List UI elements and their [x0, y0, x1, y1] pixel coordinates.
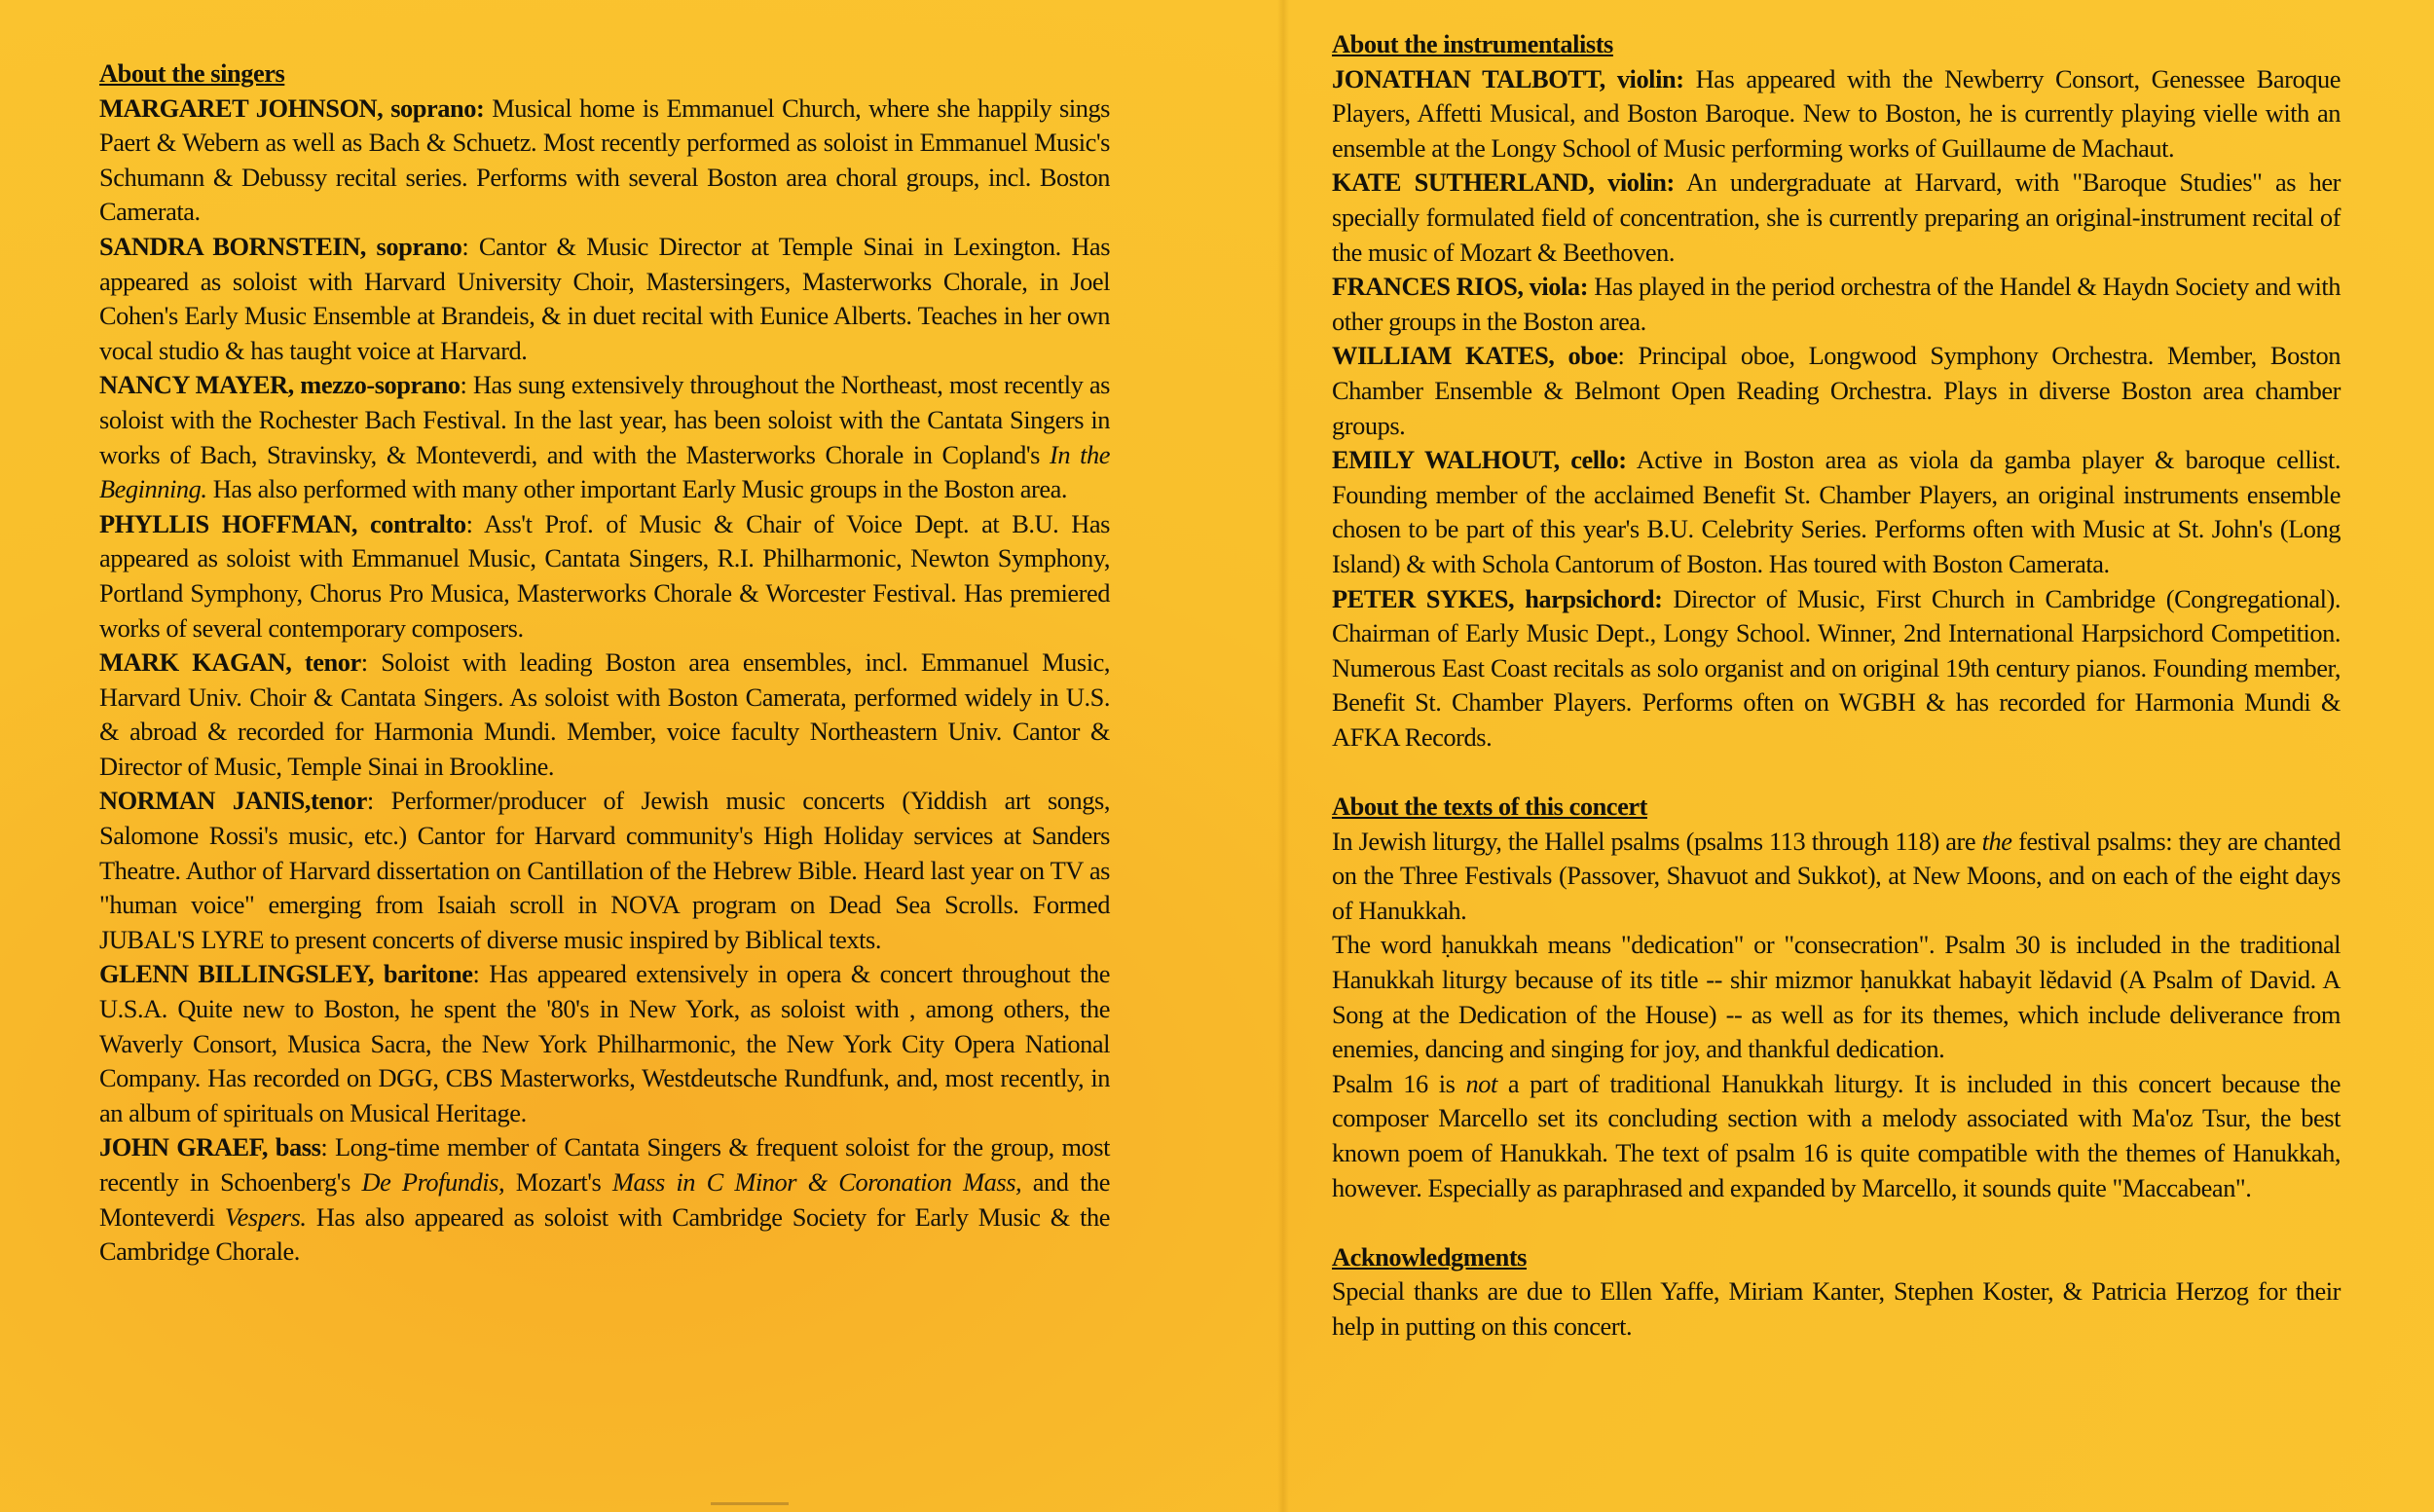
singer-entry: PHYLLIS HOFFMAN, contralto: Ass't Prof. of Music & Chair of Voice Dept. at B.U. Has appeared as soloist with Emmanuel Music, Cantata Singers, R.I. Philharmonic, Newton Symphony, Portland Symphony, Chorus Pro Musica, Masterworks Chorale & Worcester Festival. Has premiered works of several contemporary composers.	[99, 508, 1111, 643]
instrumentalist-name: JONATHAN TALBOTT, violin	[1332, 63, 1677, 93]
texts-paragraph	[1332, 1067, 2341, 1205]
instrumentalist-bio: Active in Boston area as viola da gamba player & baroque cellist. Founding member of the acclaimed Benefit St. Chamber Players, an original instruments ensemble chosen to be part of this year's B.U. Celebrity Series. Performs often with Music at St. John's (Long Island) & with Schola Cantorum of Boston. Has toured with Boston Camerata.	[1332, 445, 2341, 578]
instrumentalist-name: FRANCES RIOS, viola	[1332, 272, 1580, 302]
singers-column	[99, 56, 1110, 1270]
singer-bio: Soloist with leading Boston area ensembles, incl. Emmanuel Music, Harvard Univ. Choir & Cantata Singers. As soloist with Boston Camerata, performed widely in U.S. & abroad & recorded for Harmonia Mundi. Member, voice faculty Northeastern Univ. Cantor & Director of Music, Temple Sinai in Brookline.	[99, 647, 1111, 781]
singer-bio: Ass't Prof. of Music & Chair of Voice Dept. at B.U. Has appeared as soloist with Emmanuel Music, Cantata Singers, R.I. Philharmonic, Newton Symphony, Portland Symphony, Chorus Pro Musica, Masterworks Chorale & Worcester Festival. Has premiered works of several contemporary composers.	[99, 508, 1111, 643]
instrumentalist-entry: KATE SUTHERLAND, violin: An undergraduate at Harvard, with "Baroque Studies" as her specially formulated field of concentration, she is currently preparing an original-instrument recital of the music of Mozart & Beethoven.	[1332, 167, 2341, 267]
texts-text: a part of traditional Hanukkah liturgy. It is included in this concert because the composer Marcello set its concluding section with a melody associated with Ma'oz Tsur, the best known poem of Hanukkah. The text of psalm 16 is quite compatible with the themes of Hanukkah, however. Especially as paraphrased and expanded by Marcello, it sounds quite "Maccabean".	[1332, 1068, 2341, 1202]
singer-bio: Cantor & Music Director at Temple Sinai in Lexington. Has appeared as soloist with Harvard University Choir, Mastersingers, Masterworks Chorale, in Joel Cohen's Early Music Ensemble at Brandeis, & in duet recital with Eunice Alberts. Teaches in her own vocal studio & has taught voice at Harvard.	[99, 231, 1111, 365]
singer-name: MARK KAGAN, tenor	[99, 647, 361, 678]
work-title: Vespers.	[224, 1201, 307, 1232]
instrumentalist-bio: Has appeared with the Newberry Consort, Genessee Baroque Players, Affetti Musical, and Boston Baroque. New to Boston, he is currently playing vielle with an ensemble at the Longy School of Music performing works of Guillaume de Machaut.	[1332, 63, 2341, 163]
instrumentalist-bio: An undergraduate at Harvard, with "Baroque Studies" as her specially formulated field of concentration, she is currently preparing an original-instrument recital of the music of Mozart & Beethoven.	[1332, 167, 2341, 267]
instrumentalist-name: KATE SUTHERLAND, violin	[1332, 167, 1667, 198]
singer-bio: Mozart's	[515, 1167, 602, 1197]
acknowledgments-text: Special thanks are due to Ellen Yaffe, Miriam Kanter, Stephen Koster, & Patricia Herzog for their help in putting on this concert.	[1332, 1276, 2341, 1341]
singer-entry: GLENN BILLINGSLEY, baritone: Has appeared extensively in opera & concert throughout the U.S.A. Quite new to Boston, he spent the '80's in New York, as soloist with , among others, the Waverly Consort, Musica Sacra, the New York Philharmonic, the New York City Opera National Company. Has recorded on DGG, CBS Masterworks, Westdeutsche Rundfunk, and, most recently, in an album of spirituals on Musical Heritage.	[99, 959, 1110, 1127]
instrumentalist-entry: FRANCES RIOS, viola: Has played in the period orchestra of the Handel & Haydn Society and with other groups in the Boston area.	[1332, 272, 2341, 336]
texts-paragraph	[1332, 928, 2341, 1066]
singer-bio: Has sung extensively throughout the Northeast, most recently as soloist with the Rochester Bach Festival. In the last year, has been soloist with the Cantata Singers in works of Bach, Stravinsky, & Monteverdi, and with the Masterworks Chorale in Copland's	[99, 370, 1111, 469]
singer-entry: MARGARET JOHNSON, soprano: Musical home is Emmanuel Church, where she happily sings Paert & Webern as well as Bach & Schuetz. Most recently performed as soloist in Emmanuel Music's Schumann & Debussy recital series. Performs with several Boston area choral groups, incl. Boston Camerata.	[99, 92, 1111, 227]
texts-heading: About the texts of this concert	[1332, 792, 1647, 822]
work-title: In the Beginning.	[99, 439, 1111, 504]
singer-name: JOHN GRAEF, bass	[99, 1132, 321, 1162]
singer-name: GLENN BILLINGSLEY, baritone	[99, 959, 473, 989]
singer-name: PHYLLIS HOFFMAN, contralto	[99, 508, 466, 538]
singer-entry: NORMAN JANIS,tenor: Performer/producer of Jewish music concerts (Yiddish art songs, Salomone Rossi's music, etc.) Cantor for Harvard community's High Holiday services at Sanders Theatre. Author of Harvard dissertation on Cantillation of the Hebrew Bible. Heard last year on TV as "human voice" emerging from Isaiah scroll in NOVA program on Dead Sea Scrolls. Formed JUBAL'S LYRE to present concerts of diverse music inspired by Biblical texts.	[99, 786, 1111, 954]
singer-bio: Performer/producer of Jewish music concerts (Yiddish art songs, Salomone Rossi's music, etc.) Cantor for Harvard community's High Holiday services at Sanders Theatre. Author of Harvard dissertation on Cantillation of the Hebrew Bible. Heard last year on TV as "human voice" emerging from Isaiah scroll in NOVA program on Dead Sea Scrolls. Formed JUBAL'S LYRE to present concerts of diverse music inspired by Biblical texts.	[99, 786, 1111, 954]
singer-name: NANCY MAYER, mezzo-soprano	[99, 370, 461, 400]
singer-name: SANDRA BORNSTEIN, soprano	[99, 231, 462, 261]
texts-text: festival psalms: they are chanted on the Three Festivals (Passover, Shavuot and Sukkot), at New Moons, and on each of the eight days of Hanukkah.	[1332, 826, 2342, 925]
instrumentalist-bio: Has played in the period orchestra of the Handel & Haydn Society and with other groups in the Boston area.	[1332, 272, 2341, 336]
singer-entry: SANDRA BORNSTEIN, soprano: Cantor & Music Director at Temple Sinai in Lexington. Has appeared as soloist with Harvard University Choir, Mastersingers, Masterworks Chorale, in Joel Cohen's Early Music Ensemble at Brandeis, & in duet recital with Eunice Alberts. Teaches in her own vocal studio & has taught voice at Harvard.	[99, 231, 1111, 365]
texts-paragraph	[1332, 825, 2341, 929]
instrumentalist-entry: PETER SYKES, harpsichord: Director of Music, First Church in Cambridge (Congregational). Chairman of Early Music Dept., Longy School. Winner, 2nd International Harpsichord Competition. Numerous East Coast recitals as solo organist and on original 19th century pianos. Founding member, Benefit St. Chamber Players. Performs often on WGBH & has recorded for Harmonia Mundi & AFKA Records.	[1332, 583, 2341, 752]
instrumentalist-bio: Director of Music, First Church in Cambridge (Congregational). Chairman of Early Music Dept., Longy School. Winner, 2nd International Harpsichord Competition. Numerous East Coast recitals as solo organist and on original 19th century pianos. Founding member, Benefit St. Chamber Players. Performs often on WGBH & has recorded for Harmonia Mundi & AFKA Records.	[1332, 583, 2341, 752]
singer-name: MARGARET JOHNSON, soprano	[99, 92, 476, 123]
section-gap	[1332, 1205, 2341, 1240]
instrumentalists-heading: About the instrumentalists	[1332, 29, 1613, 58]
texts-text: The word ḥanukkah means "dedication" or "consecration". Psalm 30 is included in the traditional Hanukkah liturgy because of its title -- shir mizmor ḥanukkat habayit lĕdavid (A Psalm of David. A Song at the Dedication of the House) -- as well as for its themes, which include deliverance from enemies, dancing and singing for joy, and thankful dedication.	[1332, 930, 2341, 1064]
singer-bio: and the Monteverdi	[99, 1167, 1110, 1232]
section-gap	[1332, 755, 2341, 790]
singer-name: NORMAN JANIS,tenor	[99, 786, 367, 816]
instrumentalist-entry: WILLIAM KATES, oboe: Principal oboe, Longwood Symphony Orchestra. Member, Boston Chamber Ensemble & Belmont Open Reading Orchestra. Plays in diverse Boston area chamber groups.	[1332, 341, 2342, 440]
instrumentalist-entry: EMILY WALHOUT, cello: Active in Boston area as viola da gamba player & baroque cellist. Founding member of the acclaimed Benefit St. Chamber Players, an original instruments ensemble chosen to be part of this year's B.U. Celebrity Series. Performs often with Music at St. John's (Long Island) & with Schola Cantorum of Boston. Has toured with Boston Camerata.	[1332, 445, 2341, 578]
acknowledgments-heading: Acknowledgments	[1332, 1241, 1527, 1272]
singer-entry: JOHN GRAEF, bass: Long-time member of Cantata Singers & frequent soloist for the group, most recently in Schoenberg's De Profundis, Mozart's Mass in C Minor & Coronation Mass, and the Monteverdi Vespers. Has also appeared as soloist with Cambridge Society for Early Music & the Cambridge Chorale.	[99, 1132, 1111, 1267]
instrumentalist-bio: Principal oboe, Longwood Symphony Orchestra. Member, Boston Chamber Ensemble & Belmont Open Reading Orchestra. Plays in diverse Boston area chamber groups.	[1332, 341, 2342, 440]
work-title: Mass in C Minor & Coronation Mass,	[611, 1167, 1022, 1197]
instrumentalist-entry: JONATHAN TALBOTT, violin: Has appeared with the Newberry Consort, Genessee Baroque Players, Affetti Musical, and Boston Baroque. New to Boston, he is currently playing vielle with an ensemble at the Longy School of Music performing works of Guillaume de Machaut.	[1332, 63, 2341, 163]
texts-text: In Jewish liturgy, the Hallel psalms (psalms 113 through 118) are	[1332, 826, 1976, 856]
singer-entry: NANCY MAYER, mezzo-soprano: Has sung extensively throughout the Northeast, most recently as soloist with the Rochester Bach Festival. In the last year, has been soloist with the Cantata Singers in works of Bach, Stravinsky, & Monteverdi, and with the Masterworks Chorale in Copland's In the Beginning. Has also performed with many other important Early Music groups in the Boston area.	[99, 370, 1111, 504]
emphasis-text: the	[1981, 826, 2012, 856]
instrumentalist-name: EMILY WALHOUT, cello	[1332, 445, 1619, 475]
instrumentalist-name: WILLIAM KATES, oboe	[1332, 341, 1618, 371]
emphasis-text: not	[1465, 1068, 1497, 1098]
work-title: De Profundis,	[361, 1167, 505, 1197]
singer-bio: Has appeared extensively in opera & concert throughout the U.S.A. Quite new to Boston, he spent the '80's in New York, as soloist with , among others, the Waverly Consort, Musica Sacra, the New York Philharmonic, the New York City Opera National Company. Has recorded on DGG, CBS Masterworks, Westdeutsche Rundfunk, and, most recently, in an album of spirituals on Musical Heritage.	[99, 959, 1110, 1127]
instrumentalist-name: PETER SYKES, harpsichord	[1332, 583, 1655, 613]
singer-bio: Long-time member of Cantata Singers & frequent soloist for the group, most recently in Schoenberg's	[99, 1132, 1111, 1197]
scan-mark	[711, 1502, 789, 1505]
singer-entry: MARK KAGAN, tenor: Soloist with leading Boston area ensembles, incl. Emmanuel Music, Harvard Univ. Choir & Cantata Singers. As soloist with Boston Camerata, performed widely in U.S. & abroad & recorded for Harmonia Mundi. Member, voice faculty Northeastern Univ. Cantor & Director of Music, Temple Sinai in Brookline.	[99, 647, 1111, 781]
singers-heading: About the singers	[99, 58, 285, 88]
singer-bio: Has also performed with many other important Early Music groups in the Boston area.	[212, 474, 1068, 504]
texts-text: Psalm 16 is	[1332, 1068, 1456, 1098]
right-column	[1332, 27, 2341, 1345]
page-fold	[1277, 0, 1289, 1512]
singer-bio: Has also appeared as soloist with Cambridge Society for Early Music & the Cambridge Chorale.	[99, 1201, 1110, 1267]
singer-bio: Musical home is Emmanuel Church, where she happily sings Paert & Webern as well as Bach & Schuetz. Most recently performed as soloist in Emmanuel Music's Schumann & Debussy recital series. Performs with several Boston area choral groups, incl. Boston Camerata.	[99, 92, 1111, 227]
